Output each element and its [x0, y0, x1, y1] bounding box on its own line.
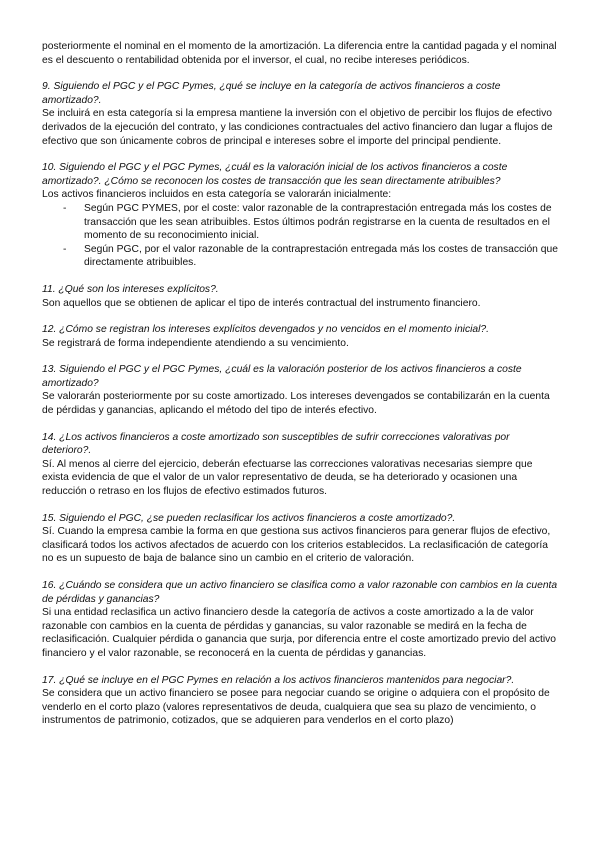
question-17 — [42, 674, 560, 728]
question-text: 17. ¿Qué se incluye en el PGC Pymes en relación a los activos financieros mantenidos para negociar?. — [42, 674, 515, 686]
question-14 — [42, 431, 560, 499]
list-item-text: Según PGC, por el valor razonable de la contraprestación entregada más los costes de transacción que directamente atribuibles. — [84, 243, 558, 269]
answer-text: Sí. Cuando la empresa cambie la forma en que gestiona sus activos financieros para generar flujos de efectivo, clasificará todos los activos afectados de acuerdo con los criterios establecidos. La reclasificación de categoría no es un supuesto de baja de balance sino un cambio en el criterio de valoración. — [42, 526, 551, 565]
question-12 — [42, 323, 560, 350]
list-item — [63, 202, 560, 243]
question-13 — [42, 363, 560, 417]
question-text: 10. Siguiendo el PGC y el PGC Pymes, ¿cuál es la valoración inicial de los activos financieros a coste amortizado?. ¿Cómo se reconocen los costes de transacción que les sean directamente atribuibles? — [42, 162, 508, 187]
question-text: 12. ¿Cómo se registran los intereses explícitos devengados y no vencidos en el momento inicial?. — [42, 324, 490, 336]
question-text: 15. Siguiendo el PGC, ¿se pueden reclasificar los activos financieros a coste amortizado?. — [42, 512, 456, 524]
question-16 — [42, 579, 560, 661]
bullet-list — [42, 202, 560, 270]
intro-paragraph: posteriormente el nominal en el momento de la amortización. La diferencia entre la cantidad pagada y el nominal es el descuento o rentabilidad obtenida por el inversor, el cual, no recibe intereses periódicos. — [42, 41, 557, 66]
answer-text: Si una entidad reclasifica un activo financiero desde la categoría de activos a coste amortizado a la de valor razonable con cambios en la cuenta de pérdidas y ganancias, su valor razonable se medirá en la fecha de reclasificación. Cualquier pérdida o ganancia que surja, por diferencia entre el coste amortizado previo del activo financiero y el valor razonable, se reconocerá en la cuenta de pérdidas y ganancias. — [42, 607, 556, 659]
answer-text: Se considera que un activo financiero se posee para negociar cuando se origine o adquiera con el propósito de venderlo en el corto plazo (valores representativos de deuda, cualquiera que sea su plazo de vencimiento, o instrumentos de patrimonio, cotizados, que se adquieren para venderlos en el corto plazo) — [42, 688, 550, 727]
answer-text: Se valorarán posteriormente por su coste amortizado. Los intereses devengados se contabilizarán en la cuenta de pérdidas y ganancias, aplicando el método del tipo de interés efectivo. — [42, 391, 550, 417]
question-text: 9. Siguiendo el PGC y el PGC Pymes, ¿qué se incluye en la categoría de activos financieros a coste amortizado?. — [42, 81, 501, 106]
answer-text: Se incluirá en esta categoría si la empresa mantiene la inversión con el objetivo de percibir los flujos de efectivo derivados de la ejecución del contrato, y las condiciones contractuales del activo financiero dan lugar a flujos de efectivo que son únicamente cobros de principal e intereses sobre el importe del principal pendiente. — [42, 108, 553, 147]
answer-text: Se registrará de forma independiente atendiendo a su vencimiento. — [42, 337, 349, 349]
answer-text: Los activos financieros incluidos en esta categoría se valorarán inicialmente: — [42, 189, 392, 201]
list-item — [63, 243, 560, 270]
question-11 — [42, 283, 560, 310]
dash-bullet-icon: - — [63, 243, 67, 255]
answer-text: Son aquellos que se obtienen de aplicar el tipo de interés contractual del instrumento financiero. — [42, 297, 481, 309]
question-text: 13. Siguiendo el PGC y el PGC Pymes, ¿cuál es la valoración posterior de los activos financieros a coste amortizado? — [42, 364, 522, 389]
question-text: 11. ¿Qué son los intereses explícitos?. — [42, 283, 219, 295]
question-10 — [42, 161, 560, 270]
question-text: 14. ¿Los activos financieros a coste amortizado son susceptibles de sufrir correcciones valorativas por deterioro?. — [42, 431, 510, 457]
list-item-text: Según PGC PYMES, por el coste: valor razonable de la contraprestación entregada más los costes de transacción que les sean atribuibles. Estos últimos podrán registrarse en la cuenta de resultados en el momento de su reconocimiento inicial. — [84, 202, 552, 242]
question-9 — [42, 80, 560, 148]
question-text: 16. ¿Cuándo se considera que un activo financiero se clasifica como a valor razonable con cambios en la cuenta de pérdidas y ganancias? — [42, 580, 558, 605]
question-15 — [42, 512, 560, 566]
dash-bullet-icon: - — [63, 202, 67, 214]
answer-text: Sí. Al menos al cierre del ejercicio, deberán efectuarse las correcciones valorativas necesarias siempre que exista evidencia de que el valor de un valor representativo de deuda, se ha deteriorado y ocasionen una reducción o retraso en los flujos de efectivo estimados futuros. — [42, 458, 533, 498]
